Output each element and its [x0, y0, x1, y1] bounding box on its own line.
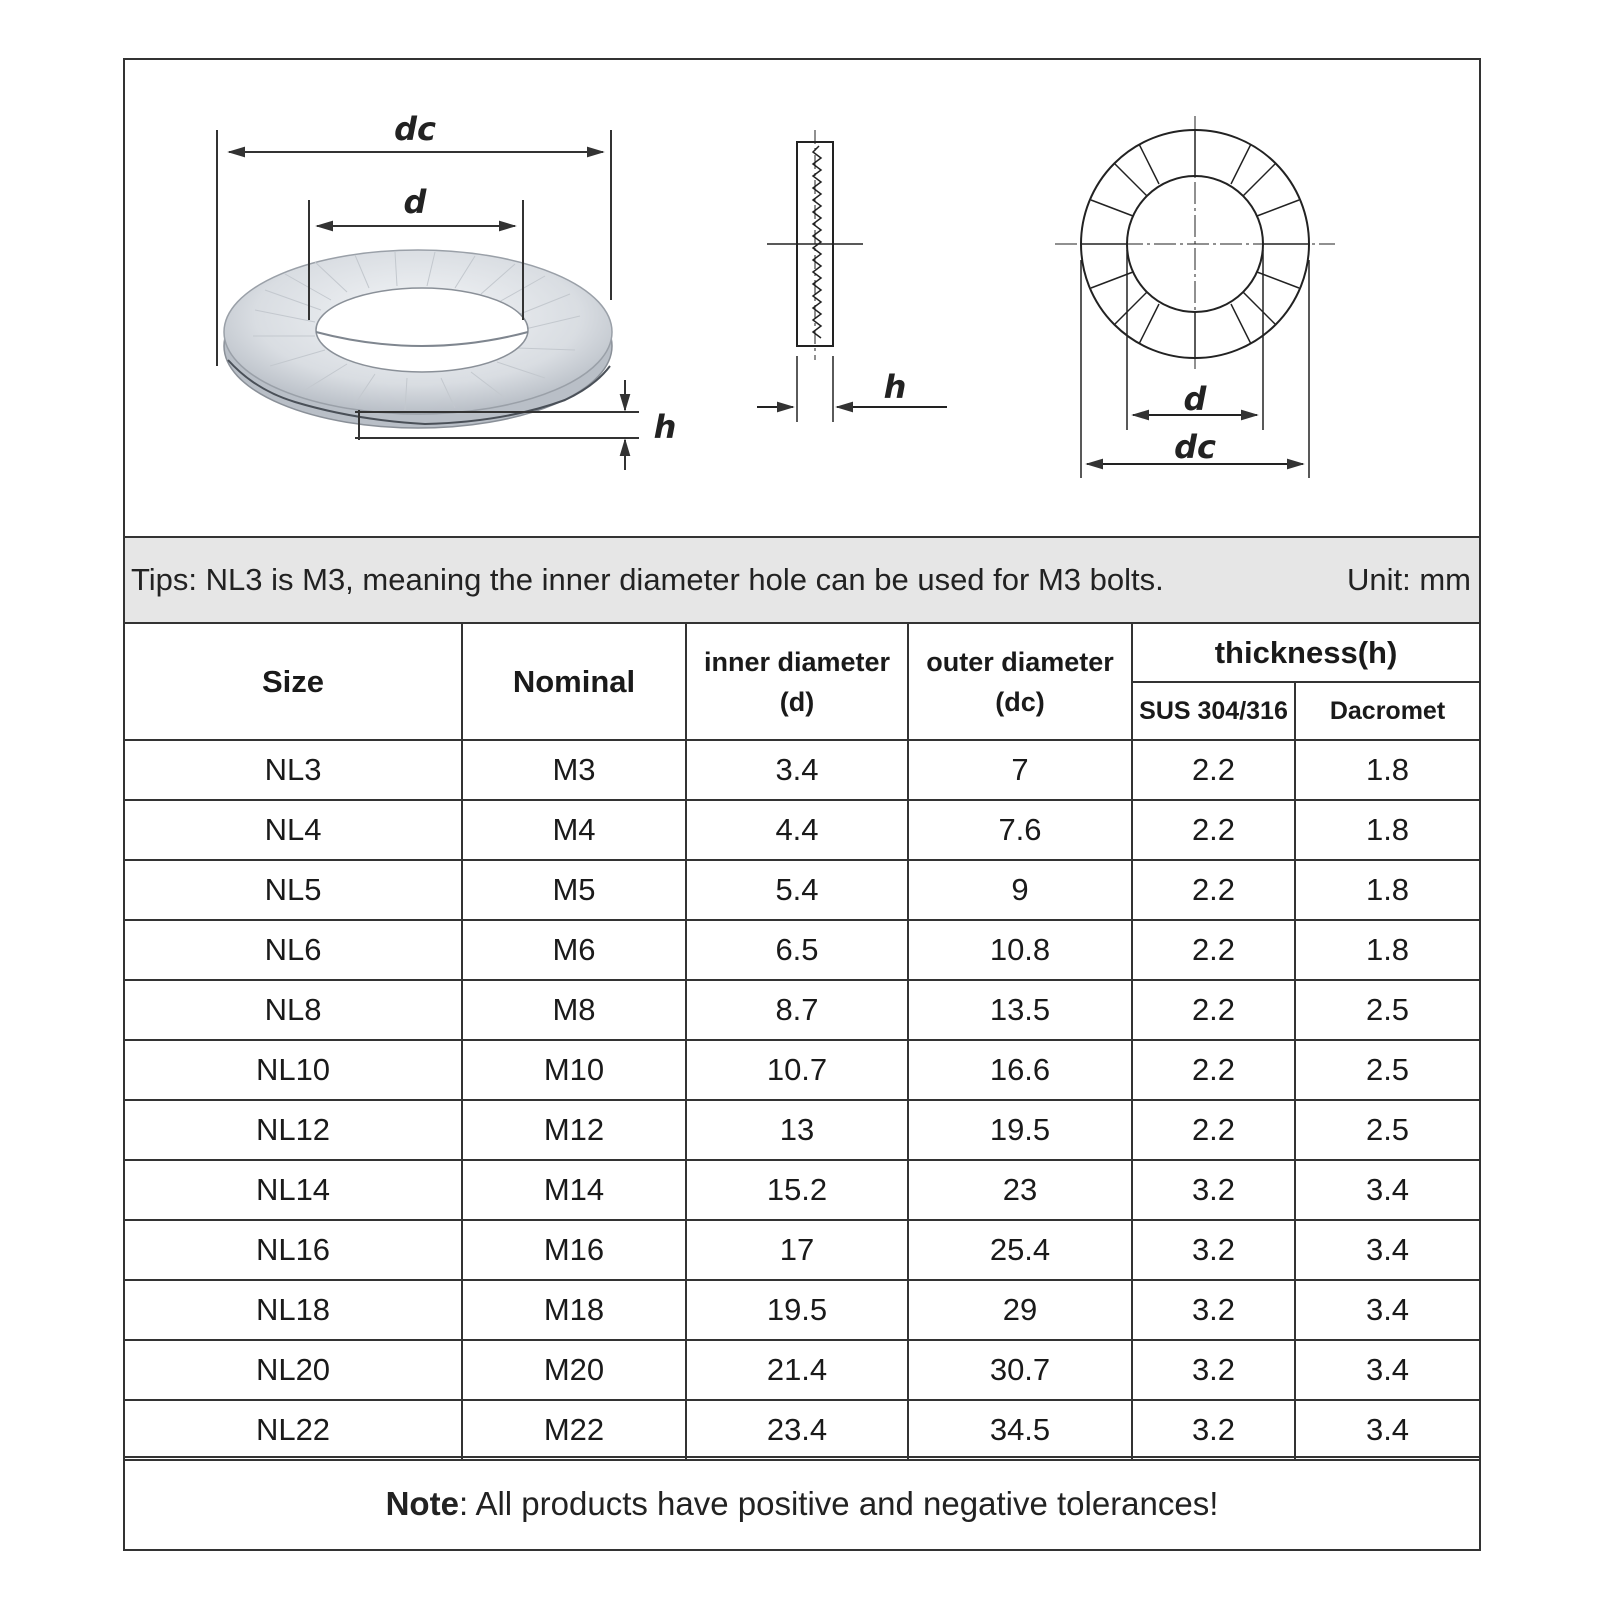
cell-size: NL18 [125, 1280, 462, 1340]
cell-nominal: M8 [462, 980, 686, 1040]
cell-size: NL22 [125, 1400, 462, 1460]
note-text: : All products have positive and negative tolerances! [458, 1484, 1219, 1522]
dc-label-right: dc [1174, 428, 1216, 466]
cell-size: NL20 [125, 1340, 462, 1400]
cell-outer-diameter: 13.5 [908, 980, 1132, 1040]
cell-thickness-dacromet: 2.5 [1295, 1100, 1479, 1160]
header-dacromet: Dacromet [1295, 682, 1479, 740]
cell-inner-diameter: 8.7 [686, 980, 908, 1040]
cell-outer-diameter: 29 [908, 1280, 1132, 1340]
cell-thickness-sus: 2.2 [1132, 800, 1295, 860]
table-row [125, 1160, 1479, 1220]
table-row [125, 800, 1479, 860]
cell-size: NL12 [125, 1100, 462, 1160]
cell-thickness-dacromet: 1.8 [1295, 800, 1479, 860]
table-row [125, 860, 1479, 920]
unit-text: Unit: mm [1347, 562, 1471, 597]
cell-thickness-sus: 3.2 [1132, 1340, 1295, 1400]
header-inner-line1: inner diameter [703, 646, 891, 677]
cell-size: NL14 [125, 1160, 462, 1220]
cell-thickness-sus: 3.2 [1132, 1220, 1295, 1280]
cell-thickness-sus: 2.2 [1132, 1040, 1295, 1100]
cell-inner-diameter: 21.4 [686, 1340, 908, 1400]
cell-nominal: M6 [462, 920, 686, 980]
header-inner-line2: (d) [779, 686, 815, 717]
cell-thickness-sus: 2.2 [1132, 920, 1295, 980]
d-label-right: d [1183, 380, 1207, 418]
header-outer-line1: outer diameter [926, 646, 1114, 677]
cell-size: NL8 [125, 980, 462, 1040]
table-row [125, 920, 1479, 980]
cell-outer-diameter: 7.6 [908, 800, 1132, 860]
header-size: Size [125, 624, 462, 740]
cell-thickness-dacromet: 3.4 [1295, 1340, 1479, 1400]
cell-inner-diameter: 3.4 [686, 740, 908, 800]
spec-sheet [123, 58, 1481, 1551]
cell-thickness-sus: 3.2 [1132, 1280, 1295, 1340]
header-thickness: thickness(h) [1132, 624, 1479, 682]
table-row [125, 980, 1479, 1040]
cell-thickness-sus: 2.2 [1132, 740, 1295, 800]
cell-outer-diameter: 10.8 [908, 920, 1132, 980]
header-sus: SUS 304/316 [1132, 682, 1295, 740]
cell-inner-diameter: 6.5 [686, 920, 908, 980]
cell-thickness-sus: 2.2 [1132, 860, 1295, 920]
cell-outer-diameter: 23 [908, 1160, 1132, 1220]
cell-size: NL3 [125, 740, 462, 800]
cell-inner-diameter: 15.2 [686, 1160, 908, 1220]
cell-nominal: M10 [462, 1040, 686, 1100]
table-row [125, 1040, 1479, 1100]
cell-nominal: M16 [462, 1220, 686, 1280]
cell-thickness-dacromet: 1.8 [1295, 920, 1479, 980]
cell-thickness-sus: 3.2 [1132, 1160, 1295, 1220]
washer-photo [224, 250, 612, 428]
cell-thickness-dacromet: 2.5 [1295, 1040, 1479, 1100]
cell-nominal: M5 [462, 860, 686, 920]
cell-thickness-dacromet: 1.8 [1295, 740, 1479, 800]
table-row [125, 1220, 1479, 1280]
cell-inner-diameter: 4.4 [686, 800, 908, 860]
table-row [125, 1280, 1479, 1340]
cell-outer-diameter: 34.5 [908, 1400, 1132, 1460]
table-row [125, 1400, 1479, 1460]
h-label-left: h [653, 408, 677, 446]
cell-size: NL16 [125, 1220, 462, 1280]
cell-nominal: M3 [462, 740, 686, 800]
washer-top-view [1055, 116, 1335, 478]
cell-nominal: M4 [462, 800, 686, 860]
table-row [125, 1100, 1479, 1160]
cell-size: NL10 [125, 1040, 462, 1100]
note-label: Note [385, 1484, 459, 1522]
cell-nominal: M12 [462, 1100, 686, 1160]
dc-label-left: dc [394, 110, 436, 148]
cell-inner-diameter: 5.4 [686, 860, 908, 920]
cell-nominal: M14 [462, 1160, 686, 1220]
cell-thickness-dacromet: 3.4 [1295, 1400, 1479, 1460]
cell-size: NL5 [125, 860, 462, 920]
header-outer-diameter [908, 624, 1132, 740]
cell-size: NL6 [125, 920, 462, 980]
header-outer-line2: (dc) [995, 686, 1045, 717]
spec-table [125, 624, 1479, 1461]
cell-outer-diameter: 9 [908, 860, 1132, 920]
cell-thickness-sus: 3.2 [1132, 1400, 1295, 1460]
cell-inner-diameter: 23.4 [686, 1400, 908, 1460]
cell-inner-diameter: 13 [686, 1100, 908, 1160]
h-label-middle: h [883, 368, 907, 406]
cell-inner-diameter: 19.5 [686, 1280, 908, 1340]
cell-outer-diameter: 19.5 [908, 1100, 1132, 1160]
cell-inner-diameter: 10.7 [686, 1040, 908, 1100]
cell-thickness-dacromet: 2.5 [1295, 980, 1479, 1040]
table-row [125, 740, 1479, 800]
cell-inner-diameter: 17 [686, 1220, 908, 1280]
d-label-left: d [403, 183, 427, 221]
cell-outer-diameter: 25.4 [908, 1220, 1132, 1280]
tips-bar [125, 536, 1479, 624]
table-body [125, 740, 1479, 1460]
cell-thickness-sus: 2.2 [1132, 980, 1295, 1040]
washer-side-view [757, 130, 947, 422]
cell-thickness-dacromet: 3.4 [1295, 1220, 1479, 1280]
cell-outer-diameter: 16.6 [908, 1040, 1132, 1100]
diagram-area [125, 60, 1479, 536]
cell-thickness-dacromet: 3.4 [1295, 1160, 1479, 1220]
cell-thickness-sus: 2.2 [1132, 1100, 1295, 1160]
note-bar [125, 1456, 1479, 1549]
cell-outer-diameter: 30.7 [908, 1340, 1132, 1400]
cell-nominal: M18 [462, 1280, 686, 1340]
tips-text: Tips: NL3 is M3, meaning the inner diameter hole can be used for M3 bolts. [131, 562, 1164, 597]
cell-thickness-dacromet: 3.4 [1295, 1280, 1479, 1340]
table-row [125, 1340, 1479, 1400]
cell-nominal: M22 [462, 1400, 686, 1460]
cell-outer-diameter: 7 [908, 740, 1132, 800]
cell-nominal: M20 [462, 1340, 686, 1400]
cell-size: NL4 [125, 800, 462, 860]
header-inner-diameter [686, 624, 908, 740]
cell-thickness-dacromet: 1.8 [1295, 860, 1479, 920]
washer-diagrams [125, 60, 1479, 536]
header-nominal: Nominal [462, 624, 686, 740]
